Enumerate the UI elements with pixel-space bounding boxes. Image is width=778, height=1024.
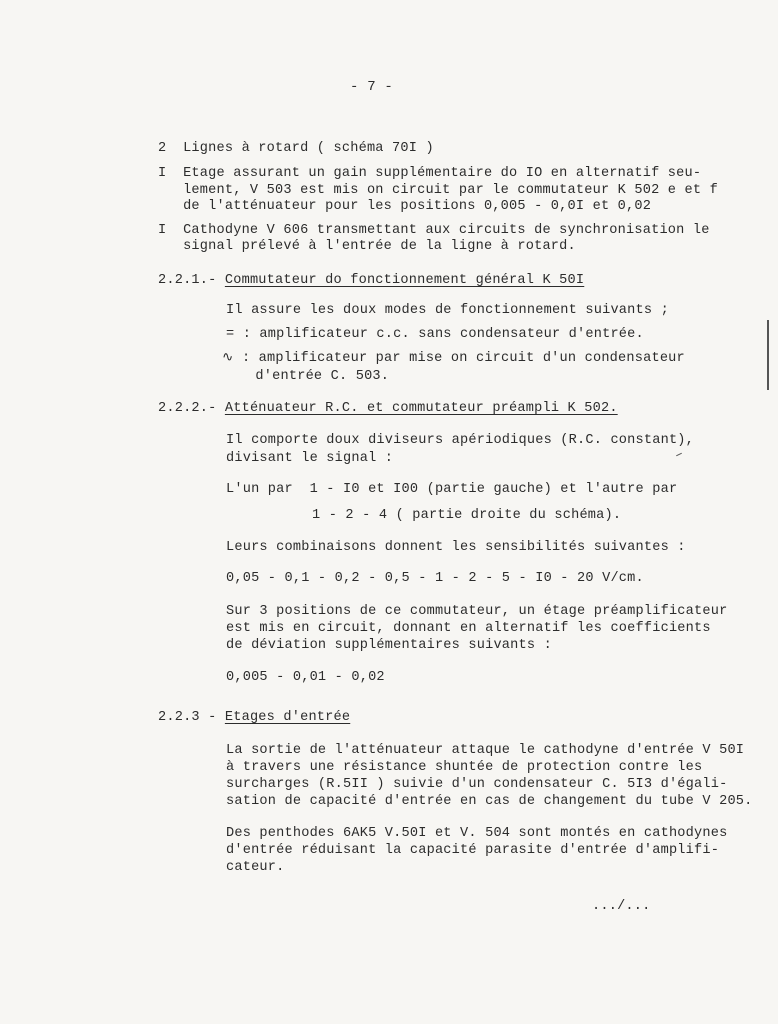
text-line: Il assure les doux modes de fonctionnement suivants ; xyxy=(226,303,669,318)
text-line: 1 - 2 - 4 ( partie droite du schéma). xyxy=(312,508,622,523)
text-line: L'un par 1 - I0 et I00 (partie gauche) et l'autre par xyxy=(226,482,678,497)
text-line: 0,05 - 0,1 - 0,2 - 0,5 - 1 - 2 - 5 - I0 - 20 V/cm. xyxy=(226,571,644,586)
text-line: cateur. xyxy=(226,860,285,875)
section-number: 2.2.2.- xyxy=(158,401,225,416)
section-title: Atténuateur R.C. et commutateur préampli K 502. xyxy=(224,401,618,416)
section-heading-2-2-3 xyxy=(158,709,350,727)
text-line: Leurs combinaisons donnent les sensibilités suivantes : xyxy=(226,540,686,555)
text-line: signal prélevé à l'entrée de la ligne à rotard. xyxy=(158,239,576,254)
text-line: I Cathodyne V 606 transmettant aux circuits de synchronisation le xyxy=(158,223,710,238)
section-heading-2-2-2 xyxy=(158,400,618,418)
page-number: - 7 - xyxy=(350,79,394,95)
text-line: sation de capacité d'entrée en cas de changement du tube V 205. xyxy=(226,794,753,809)
continuation-mark: .../... xyxy=(592,899,651,914)
stray-pen-mark xyxy=(676,453,682,456)
section-number: 2.2.1.- xyxy=(158,273,225,288)
text-line: lement, V 503 est mis on circuit par le commutateur K 502 e et f xyxy=(158,183,718,198)
text-line: de déviation supplémentaires suivants : xyxy=(226,638,552,653)
text-line: surcharges (R.5II ) suivie d'un condensateur C. 5I3 d'égali- xyxy=(226,777,728,792)
text-line: 0,005 - 0,01 - 0,02 xyxy=(226,670,385,685)
text-line: Il comporte doux diviseurs apériodiques (R.C. constant), xyxy=(226,433,695,448)
section-number: 2.2.3 - xyxy=(158,710,225,725)
scan-edge-mark xyxy=(767,320,769,390)
text-line: Sur 3 positions de ce commutateur, un étage préamplificateur xyxy=(226,604,728,619)
text-line: = : amplificateur c.c. sans condensateur d'entrée. xyxy=(226,327,644,342)
section-heading-2-2-1 xyxy=(158,272,584,290)
section-title: Commutateur do fonctionnement général K 50I xyxy=(224,273,585,288)
text-line: de l'atténuateur pour les positions 0,005 - 0,0I et 0,02 xyxy=(158,199,652,214)
section-title: Etages d'entrée xyxy=(224,710,351,725)
text-line: est mis en circuit, donnant en alternatif les coefficients xyxy=(226,621,711,636)
text-line: La sortie de l'atténuateur attaque le cathodyne d'entrée V 50I xyxy=(226,743,745,758)
text-line: divisant le signal : xyxy=(226,451,394,466)
text-line: I Etage assurant un gain supplémentaire do IO en alternatif seu- xyxy=(158,166,702,181)
text-line: d'entrée réduisant la capacité parasite d'entrée d'amplifi- xyxy=(226,843,720,858)
text-line: 2 Lignes à rotard ( schéma 70I ) xyxy=(158,141,434,156)
text-line: d'entrée C. 503. xyxy=(222,369,390,384)
text-line: ∿ : amplificateur par mise on circuit d'un condensateur xyxy=(222,351,685,366)
text-line: à travers une résistance shuntée de protection contre les xyxy=(226,760,703,775)
text-line: Des penthodes 6AK5 V.50I et V. 504 sont montés en cathodynes xyxy=(226,826,728,841)
